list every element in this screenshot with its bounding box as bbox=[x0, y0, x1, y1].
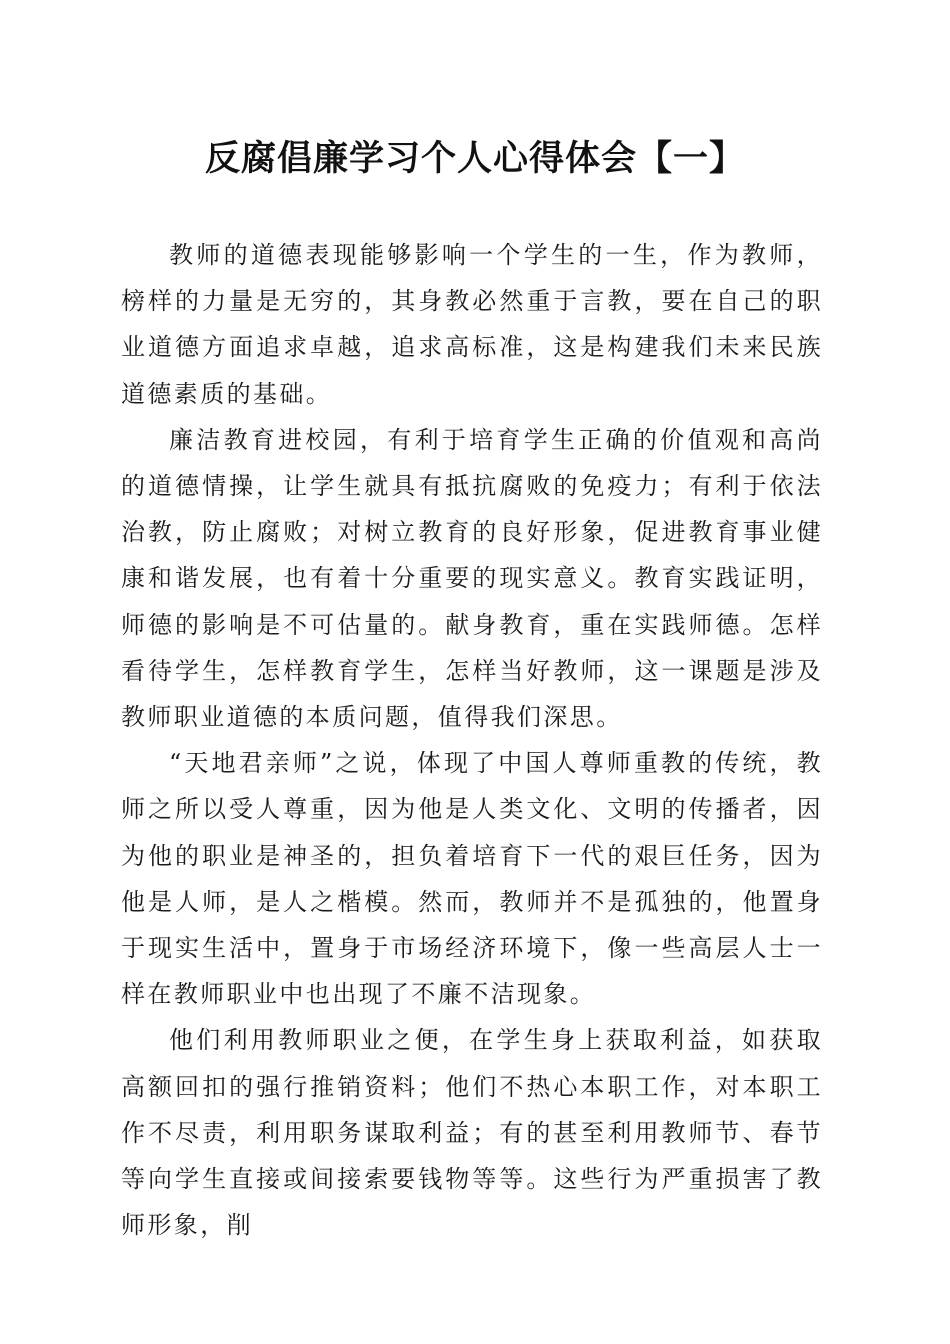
document-title: 反腐倡廉学习个人心得体会【一】 bbox=[204, 138, 745, 179]
paragraph-1: 教师的道德表现能够影响一个学生的一生，作为教师，榜样的力量是无穷的，其身教必然重于言教，要在自己的职业道德方面追求卓越，追求高标准，这是构建我们未来民族道德素质的基础。 bbox=[121, 241, 823, 408]
document-body bbox=[121, 232, 823, 1248]
paragraph-2: 廉洁教育进校园，有利于培育学生正确的价值观和高尚的道德情操，让学生就具有抵抗腐败的免疫力；有利于依法治教，防止腐败；对树立教育的良好形象，促进教育事业健康和谐发展，也有着十分重要的现实意义。教育实践证明，师德的影响是不可估量的。献身教育，重在实践师德。怎样看待学生，怎样教育学生，怎样当好教师，这一课题是涉及教师职业道德的本质问题，值得我们深思。 bbox=[121, 425, 823, 732]
paragraph-3: “天地君亲师”之说，体现了中国人尊师重教的传统，教师之所以受人尊重，因为他是人类文化、文明的传播者，因为他的职业是神圣的，担负着培育下一代的艰巨任务，因为他是人师，是人之楷模。然而，教师并不是孤独的，他置身于现实生活中，置身于市场经济环境下，像一些高层人士一样在教师职业中也出现了不廉不洁现象。 bbox=[121, 749, 823, 1009]
paragraph-4: 他们利用教师职业之便，在学生身上获取利益，如获取高额回扣的强行推销资料；他们不热心本职工作，对本职工作不尽责，利用职务谋取利益；有的甚至利用教师节、春节等向学生直接或间接索要钱物等等。这些行为严重损害了教师形象，削 bbox=[121, 1026, 823, 1240]
